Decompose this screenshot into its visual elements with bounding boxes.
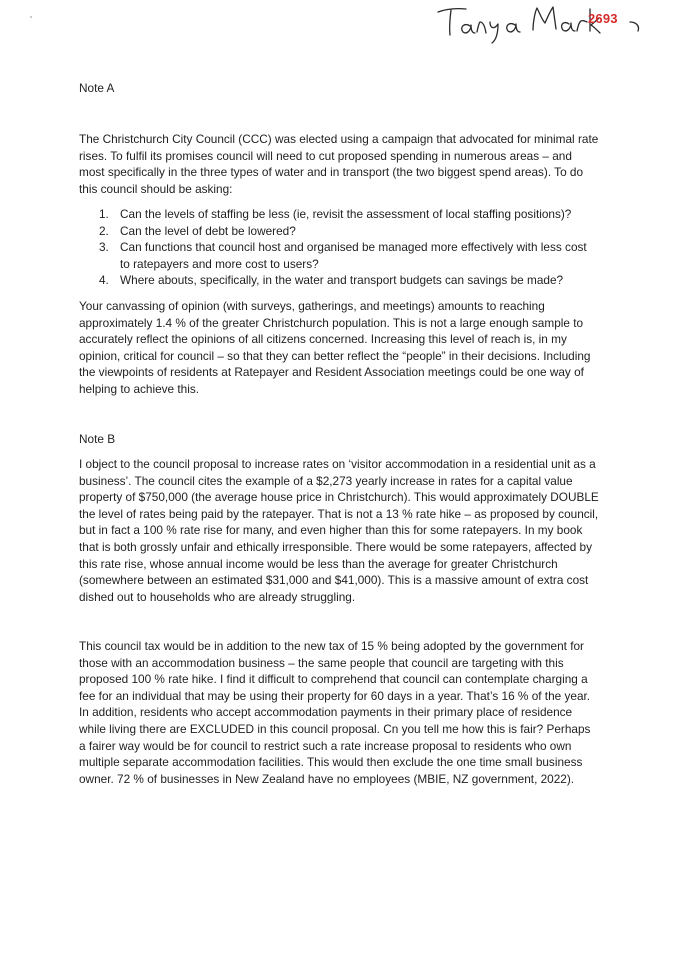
scan-speck [30,16,32,18]
note-b-paragraph-1: I object to the council proposal to increase rates on ‘visitor accommodation in a residential unit as a business’. The council cites the example of a $2,273 yearly increase in rates for a capital value property of $750,000 (the average house price in Christchurch). This would approximately DOUBLE the level of rates being paid by the ratepayer. That is not a 13 % rate hike – as proposed by council, but in fact a 100 % rate rise for many, and even higher than this for some ratepayers. In my book that is both grossly unfair and ethically irresponsible. There would be some ratepayers, affected by this rate rise, whose annual income would be less than the average for greater Christchurch (somewhere between an estimated $31,000 and $41,000). This is a massive amount of extra cost dished out to households who are already struggling. [79,457,599,604]
list-item: 2. Can the level of debt be lowered? [99,223,296,238]
submission-number: 2693 [588,11,618,26]
note-a-closing: Your canvassing of opinion (with surveys, gatherings, and meetings) amounts to reaching approximately 1.4 % of the greater Christchurch population. This is not a large enough sample to accurately reflect the opinions of all citizens concerned. Increasing this level of reach is, in my opinion, critical for council – so that they can better reflect the “people” in their decisions. Including the viewpoints of residents at Ratepayer and Resident Association meetings could be one way of helping to achieve this. [79,299,591,396]
list-item: 4. Where abouts, specifically, in the water and transport budgets can savings be made? [99,273,564,288]
note-b-heading: Note B [79,432,116,446]
note-a-intro: The Christchurch City Council (CCC) was elected using a campaign that advocated for minimal rate rises. To fulfil its promises council will need to cut proposed spending in numerous areas – and most specifically in the three types of water and in transport (the two biggest spend areas). To do this council should be asking: [79,132,599,196]
list-item: 3. Can functions that council host and organised be managed more effectively with less cost to ratepayers and more cost to users? [99,240,587,271]
list-item: 1. Can the levels of staffing be less (ie, revisit the assessment of local staffing positions)? [99,207,572,221]
handwritten-signature [432,0,662,48]
note-a-heading: Note A [79,81,115,95]
note-b-paragraph-2: This council tax would be in addition to the new tax of 15 % being adopted by the government for those with an accommodation business – the same people that council are targeting with this proposed 100 % rate hike. I find it difficult to comprehend that council can contemplate charging a fee for an individual that may be using their property for 60 days in a year. That’s 16 % of the year. In addition, residents who accept accommodation payments in their primary place of residence while living there are EXCLUDED in this council proposal. Cn you tell me how this is fair? Perhaps a fairer way would be for council to restrict such a rate increase proposal to residents who own multiple separate accommodation facilities. This would then exclude the one time small business owner. 72 % of businesses in New Zealand have no employees (MBIE, NZ government, 2022). [79,639,591,786]
note-a-questions [79,206,599,289]
